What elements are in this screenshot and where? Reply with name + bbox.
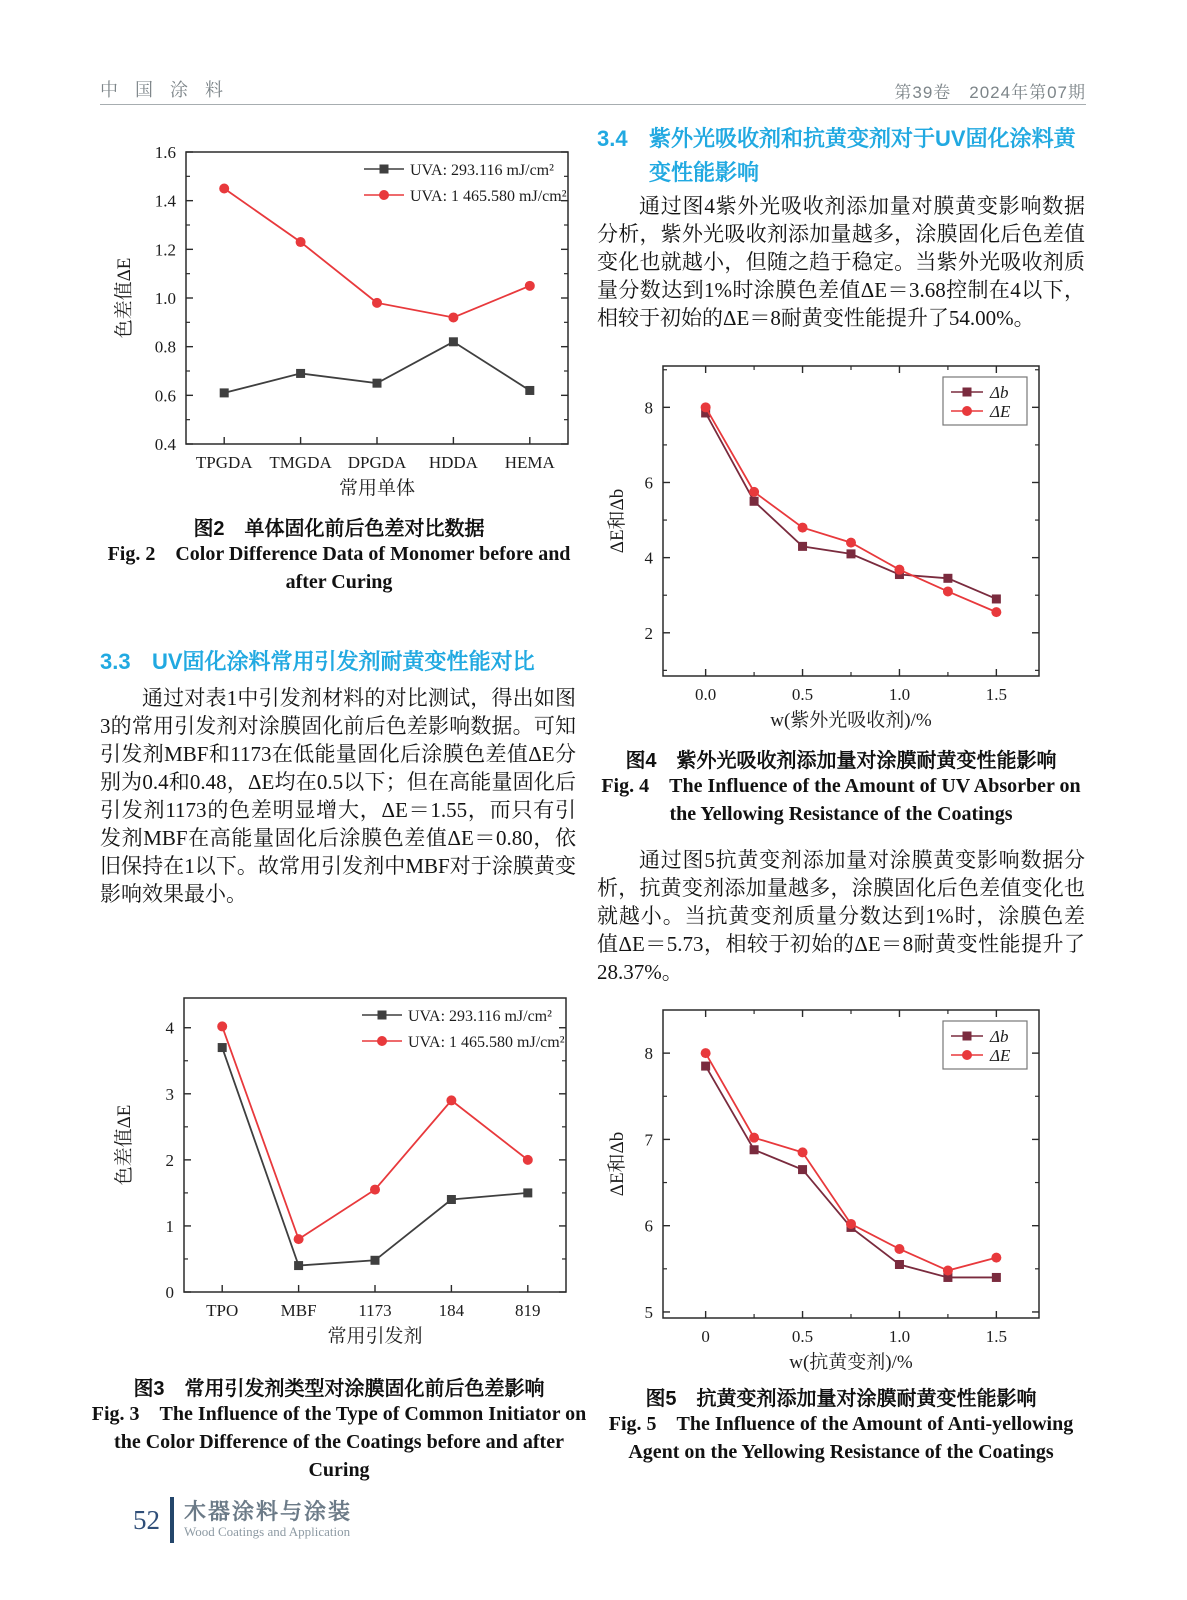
svg-text:7: 7: [644, 1130, 653, 1150]
svg-text:UVA: 1 465.580 mJ/cm²: UVA: 1 465.580 mJ/cm²: [410, 188, 567, 205]
svg-text:色差值ΔE: 色差值ΔE: [114, 257, 135, 339]
svg-text:6: 6: [644, 1216, 653, 1236]
footer-title-en: Wood Coatings and Application: [184, 1524, 351, 1539]
svg-text:ΔE和Δb: ΔE和Δb: [607, 488, 628, 554]
svg-text:0: 0: [165, 1283, 174, 1302]
svg-text:0.4: 0.4: [154, 435, 176, 454]
fig5-caption-en: Fig. 5 The Influence of the Amount of Anti-yellowing Agent on the Yellowing Resistance of the Coatings: [608, 1413, 1074, 1463]
svg-text:ΔE: ΔE: [990, 402, 1011, 421]
svg-text:1173: 1173: [358, 1301, 392, 1320]
section-3-3-heading: [100, 645, 578, 679]
fig2-chart: [100, 138, 578, 506]
svg-text:8: 8: [644, 1044, 653, 1064]
section-3-4-heading: [597, 122, 1085, 190]
fig2-caption-zh: 图2 单体固化前后色差对比数据: [193, 518, 485, 540]
section-3-4-paragraph: 通过图4紫外光吸收剂添加量对膜黄变影响数据分析，紫外光吸收剂添加量越多，涂膜固化后色差值变化也就越小，但随之趋于稳定。当紫外光吸收剂质量分数达到1%时涂膜色差值ΔE＝3.68控制在4以下，相较于初始的ΔE＝8耐黄变性能提升了54.00%。: [597, 194, 1085, 330]
svg-text:UVA: 293.116 mJ/cm²: UVA: 293.116 mJ/cm²: [408, 1008, 552, 1025]
svg-text:1.2: 1.2: [154, 240, 176, 260]
svg-text:0.8: 0.8: [154, 337, 176, 357]
svg-text:TMGDA: TMGDA: [269, 453, 332, 472]
svg-text:4: 4: [644, 548, 653, 568]
footer-journal-block: [184, 1500, 352, 1540]
svg-text:ΔE和Δb: ΔE和Δb: [607, 1131, 628, 1197]
fig2-caption-en: Fig. 2 Color Difference Data of Monomer before and after Curing: [107, 543, 571, 593]
svg-text:HDDA: HDDA: [428, 453, 478, 472]
svg-text:819: 819: [515, 1301, 541, 1320]
svg-text:1.6: 1.6: [154, 143, 176, 162]
page-number: 52: [133, 1504, 160, 1535]
svg-text:4: 4: [165, 1018, 174, 1038]
svg-text:1.0: 1.0: [888, 1327, 911, 1346]
svg-text:1.0: 1.0: [888, 685, 911, 704]
section-3-3-number: 3.3: [100, 649, 131, 674]
fig3-caption-zh: 图3 常用引发剂类型对涂膜固化前后色差影响: [133, 1378, 545, 1400]
section-3-4-paragraph-2: 通过图5抗黄变剂添加量对涂膜黄变影响数据分析，抗黄变剂添加量越多，涂膜固化后色差值变化也就越小。当抗黄变剂质量分数达到1%时，涂膜色差值ΔE＝5.73，相较于初始的ΔE＝8耐黄变性能提升了28.37%。: [597, 848, 1085, 984]
fig4-caption-en: Fig. 4 The Influence of the Amount of UV Absorber on the Yellowing Resistance of the Coatings: [601, 775, 1081, 825]
svg-text:6: 6: [644, 473, 653, 493]
svg-text:1.5: 1.5: [985, 685, 1007, 704]
svg-text:色差值ΔE: 色差值ΔE: [114, 1104, 135, 1186]
svg-text:常用单体: 常用单体: [338, 478, 416, 499]
svg-text:3: 3: [165, 1084, 174, 1104]
section-3-3-paragraph: 通过对表1中引发剂材料的对比测试，得出如图3的常用引发剂对涂膜固化前后色差影响数据。可知引发剂MBF和1173在低能量固化后涂膜色差值ΔE分别为0.4和0.48，ΔE均在0.5以下；但在高能量固化后引发剂1173的色差明显增大，ΔE＝1.55，而只有引发剂MBF在高能量固化后涂膜色差值ΔE＝0.80，依旧保持在1以下。故常用引发剂中MBF对于涂膜黄变影响效果最小。: [100, 686, 576, 906]
svg-text:184: 184: [438, 1301, 465, 1320]
svg-text:TPO: TPO: [206, 1301, 239, 1320]
svg-text:Δb: Δb: [990, 1027, 1009, 1046]
fig4-caption-zh: 图4 紫外光吸收剂添加量对涂膜耐黄变性能影响: [625, 750, 1057, 772]
svg-text:0.6: 0.6: [154, 386, 176, 406]
svg-text:DPGDA: DPGDA: [347, 453, 407, 472]
section-3-4-title: 紫外光吸收剂和抗黄变剂对于UV固化涂料黄变性能影响: [649, 126, 1076, 185]
footer-title-zh: 木器涂料与涂装: [184, 1499, 353, 1524]
svg-text:MBF: MBF: [280, 1301, 317, 1320]
svg-text:HEMA: HEMA: [504, 453, 555, 472]
issue-info: 第39卷 2024年第07期: [894, 83, 1086, 102]
fig5-caption-zh: 图5 抗黄变剂添加量对涂膜耐黄变性能影响: [645, 1388, 1037, 1410]
section-3-4-number: 3.4: [597, 126, 628, 151]
svg-text:5: 5: [644, 1302, 653, 1322]
fig3-caption-en: Fig. 3 The Influence of the Type of Common Initiator on the Color Difference of the Coatings before and after Curing: [91, 1403, 587, 1481]
svg-text:1.5: 1.5: [985, 1327, 1007, 1346]
footer-divider-bar: [170, 1497, 174, 1543]
svg-text:8: 8: [644, 398, 653, 418]
section-3-3-title: UV固化涂料常用引发剂耐黄变性能对比: [152, 649, 535, 674]
svg-text:1.0: 1.0: [154, 289, 176, 308]
svg-text:TPGDA: TPGDA: [195, 453, 253, 472]
svg-text:w(紫外光吸收剂)/%: w(紫外光吸收剂)/%: [770, 710, 932, 731]
svg-text:2: 2: [165, 1150, 174, 1170]
journal-name: 中 国 涂 料: [100, 80, 230, 100]
svg-text:0.0: 0.0: [695, 685, 717, 704]
fig4-chart: [597, 348, 1075, 748]
page-footer: [133, 1497, 352, 1543]
svg-text:ΔE: ΔE: [990, 1046, 1011, 1065]
svg-text:UVA: 1 465.580 mJ/cm²: UVA: 1 465.580 mJ/cm²: [408, 1034, 565, 1051]
svg-text:UVA: 293.116 mJ/cm²: UVA: 293.116 mJ/cm²: [410, 162, 554, 179]
fig5-chart: [597, 998, 1075, 1392]
svg-text:Δb: Δb: [990, 383, 1009, 402]
svg-text:0.5: 0.5: [791, 685, 814, 704]
header-rule: [100, 104, 1086, 105]
fig3-chart: [100, 968, 578, 1368]
svg-text:w(抗黄变剂)/%: w(抗黄变剂)/%: [789, 1352, 913, 1373]
svg-text:常用引发剂: 常用引发剂: [327, 1326, 423, 1347]
svg-text:1.4: 1.4: [154, 191, 176, 211]
svg-text:1: 1: [165, 1216, 174, 1236]
svg-text:0.5: 0.5: [791, 1327, 814, 1346]
svg-text:2: 2: [644, 623, 653, 643]
svg-text:0: 0: [701, 1327, 710, 1346]
